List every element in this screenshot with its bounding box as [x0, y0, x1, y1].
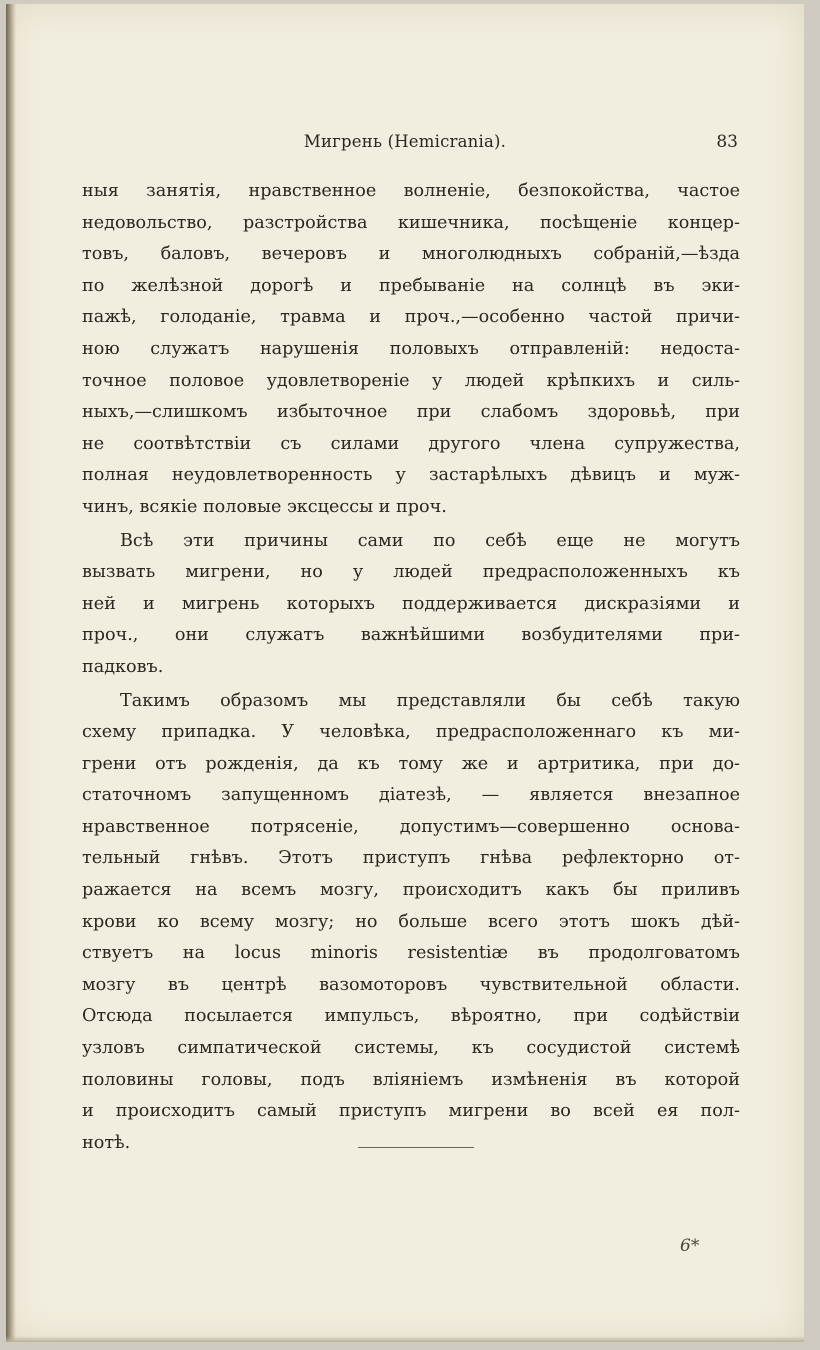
text-line: товъ, баловъ, вечеровъ и многолюдныхъ собраній,—ѣзда — [82, 244, 740, 265]
text-line: недовольство, разстройства кишечника, посѣщеніе концер- — [82, 212, 740, 233]
text-line: точное половое удовлетвореніе у людей крѣпкихъ и силь- — [82, 370, 740, 391]
text-line: и происходитъ самый приступъ мигрени во всей ея пол- — [82, 1101, 740, 1122]
text-line: ражается на всемъ мозгу, происходитъ какъ бы приливъ — [82, 880, 740, 901]
text-line: по желѣзной дорогѣ и пребываніе на солнцѣ въ эки- — [82, 275, 740, 296]
text-line: ныя занятія, нравственное волненіе, безпокойства, частое — [82, 181, 740, 201]
text-line: вызвать мигрени, но у людей предрасположенныхъ къ — [82, 562, 740, 583]
page-bottom-edge — [6, 1336, 804, 1342]
text-line: чинъ, всякіе половые эксцессы и проч. — [82, 496, 447, 517]
text-line: ною служатъ нарушенія половыхъ отправленій: недоста- — [82, 338, 740, 359]
book-page — [6, 4, 804, 1342]
body-text — [82, 176, 740, 1159]
text-line: крови ко всему мозгу; но больше всего этотъ шокъ дѣй- — [82, 911, 740, 932]
text-line: ствуетъ на locus minoris resistentiæ въ продолговатомъ — [82, 943, 740, 964]
text-line: полная неудовлетворенность у застарѣлыхъ дѣвицъ и муж- — [82, 465, 740, 486]
text-line: падковъ. — [82, 656, 164, 677]
text-line: схему припадка. У человѣка, предрасположеннаго къ ми- — [82, 722, 740, 743]
text-line: мозгу въ центрѣ вазомоторовъ чувствительной области. — [82, 974, 740, 995]
text-line: ней и мигрень которыхъ поддерживается дискразіями и — [82, 593, 740, 614]
text-line: проч., они служатъ важнѣйшими возбудителями при- — [82, 625, 740, 646]
signature-mark: 6* — [680, 1236, 700, 1256]
text-line: пажѣ, голоданіе, травма и проч.,—особенно частой причи- — [82, 307, 740, 328]
text-line: не соотвѣтствіи съ силами другого члена супружества, — [82, 433, 740, 454]
text-line: Всѣ эти причины сами по себѣ еще не могутъ — [120, 530, 740, 551]
text-line: Отсюда посылается импульсъ, вѣроятно, при содѣйствіи — [82, 1006, 740, 1027]
running-title: Мигрень (Hemicrania). — [303, 132, 507, 151]
text-line: половины головы, подъ вліяніемъ измѣненія въ которой — [82, 1069, 740, 1090]
text-line: нотѣ. — [82, 1132, 131, 1153]
text-line: нравственное потрясеніе, допустимъ—совершенно основа- — [82, 816, 740, 837]
text-line: статочномъ запущенномъ діатезѣ, — является внезапное — [82, 785, 740, 806]
text-line: грени отъ рожденія, да къ тому же и артритика, при до- — [82, 753, 740, 774]
text-line: узловъ симпатической системы, къ сосудистой системѣ — [82, 1038, 740, 1059]
text-line: Такимъ образомъ мы представляли бы себѣ такую — [120, 690, 740, 711]
section-end-rule — [358, 1147, 474, 1148]
page-header — [6, 132, 804, 160]
page-spine-shadow — [6, 4, 16, 1342]
text-line: ныхъ,—слишкомъ избыточное при слабомъ здоровьѣ, при — [82, 402, 740, 423]
text-line: тельный гнѣвъ. Этотъ приступъ гнѣва рефлекторно от- — [82, 848, 740, 869]
page-number: 83 — [716, 132, 738, 152]
